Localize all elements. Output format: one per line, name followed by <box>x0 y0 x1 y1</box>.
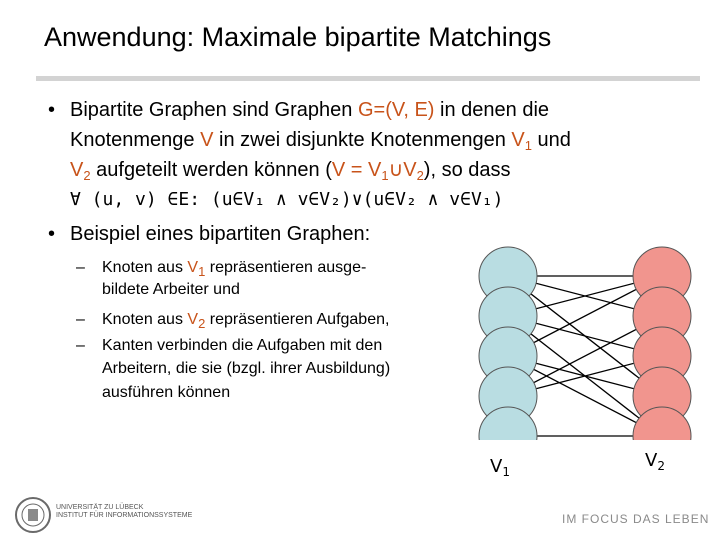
math <box>332 159 424 181</box>
text: repräsentieren Aufgaben, <box>205 311 390 328</box>
text: Knoten aus <box>102 259 188 276</box>
math: V <box>187 311 199 328</box>
subscript: 2 <box>83 168 91 183</box>
text: Knotenmenge <box>70 129 201 151</box>
bullet-dot: • <box>48 223 56 245</box>
math <box>511 129 532 151</box>
text: ), so dass <box>423 159 511 181</box>
math: G=(V, E) <box>357 99 435 121</box>
subitem3-line3: ausführen können <box>102 384 231 401</box>
text: und <box>532 129 571 151</box>
label-v1 <box>490 456 510 477</box>
subscript: 1 <box>198 264 206 279</box>
dash-marker: – <box>76 337 85 354</box>
label-v2 <box>645 450 665 471</box>
math: V <box>187 259 199 276</box>
university-seal-icon <box>14 496 52 534</box>
text: UNIVERSITÄT ZU LÜBECK <box>56 504 144 511</box>
title-underline <box>36 76 700 81</box>
subitem1-line2: bildete Arbeiter und <box>102 281 240 298</box>
text: repräsentieren ausge- <box>205 259 367 276</box>
text: Bipartite Graphen sind Graphen <box>70 99 358 121</box>
bullet1-formula: ∀ (u, v) ∈E: (u∈V₁ ∧ v∈V₂)∨(u∈V₂ ∧ v∈V₁) <box>70 189 504 210</box>
text: Knoten aus <box>102 311 188 328</box>
subscript: 2 <box>198 316 206 331</box>
text: aufgeteilt werden können ( <box>90 159 332 181</box>
slide-title: Anwendung: Maximale bipartite Matchings <box>44 22 552 52</box>
text: ∪V <box>388 159 417 181</box>
text: in zwei disjunkte Knotenmengen <box>213 129 512 151</box>
subscript: 2 <box>416 168 424 183</box>
university-name <box>56 504 192 520</box>
text: V <box>490 456 503 477</box>
dash-marker: – <box>76 259 85 276</box>
bullet2: Beispiel eines bipartiten Graphen: <box>70 223 371 245</box>
text: in denen die <box>434 99 550 121</box>
bipartite-graph <box>470 240 710 440</box>
text: INSTITUT FÜR INFORMATIONSSYSTEME <box>56 512 193 519</box>
subscript: 2 <box>657 459 665 473</box>
dash-marker: – <box>76 311 85 328</box>
subscript: 1 <box>381 168 389 183</box>
subitem2-line1 <box>102 310 389 330</box>
bullet1-line3 <box>70 158 511 182</box>
math <box>70 159 91 181</box>
text: V = V <box>331 159 382 181</box>
math: V <box>200 129 214 151</box>
subscript: 1 <box>502 465 510 479</box>
bullet1-line1 <box>70 98 549 122</box>
text: V <box>70 159 84 181</box>
slogan: IM FOCUS DAS LEBEN <box>562 512 710 526</box>
text: V <box>511 129 525 151</box>
bullet1-line2 <box>70 128 571 152</box>
bullet-dot: • <box>48 99 56 121</box>
subitem3-line2: Arbeitern, die sie (bzgl. ihrer Ausbildung) <box>102 360 391 377</box>
subitem1-line1 <box>102 258 366 278</box>
subitem3-line1: Kanten verbinden die Aufgaben mit den <box>102 337 383 354</box>
text: V <box>645 450 658 471</box>
subscript: 1 <box>524 138 532 153</box>
